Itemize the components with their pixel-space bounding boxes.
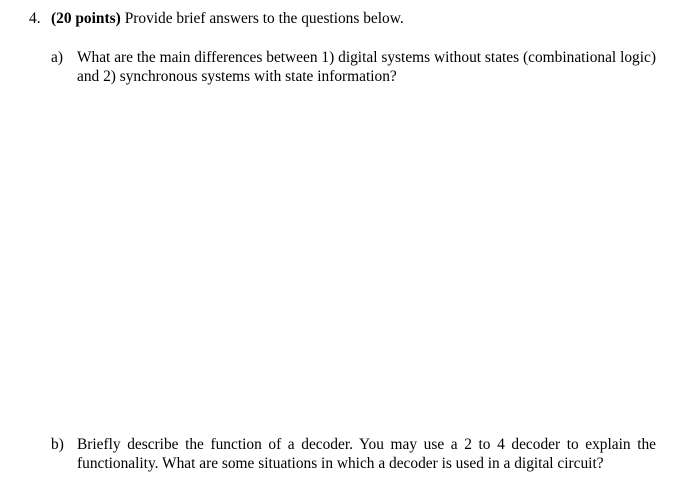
part-b bbox=[51, 435, 656, 473]
question-number: 4. bbox=[29, 10, 41, 27]
part-a-letter: a) bbox=[51, 49, 63, 66]
part-b-text: Briefly describe the function of a decoder. You may use a 2 to 4 decoder to explain the functionality. What are some situations in which a decoder is used in a digital circuit? bbox=[77, 436, 656, 472]
part-a-answer-space bbox=[77, 92, 656, 422]
part-a bbox=[51, 48, 656, 86]
question-prompt: Provide brief answers to the questions below. bbox=[124, 10, 404, 27]
part-b-letter: b) bbox=[51, 436, 64, 453]
part-a-text: What are the main differences between 1) digital systems without states (combinational logic) and 2) synchronous systems with state information? bbox=[77, 49, 656, 85]
question-header bbox=[29, 9, 404, 28]
question-points: (20 points) bbox=[51, 10, 121, 27]
